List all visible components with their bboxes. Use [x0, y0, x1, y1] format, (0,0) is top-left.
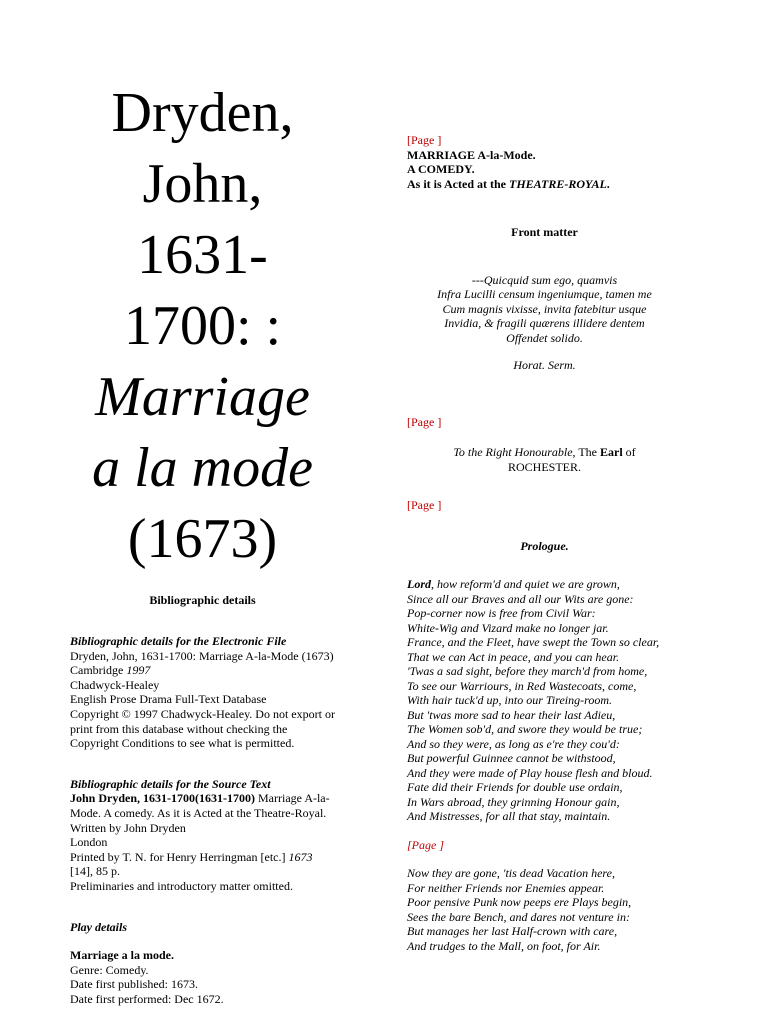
play-performed: Date first performed: Dec 1672.: [70, 991, 224, 1006]
electronic-publisher: Chadwyck-Healey: [70, 677, 160, 692]
front-matter-heading: Front matter: [511, 225, 578, 239]
source-note: Preliminaries and introductory matter omitted.: [70, 878, 293, 893]
verse-line: Since all our Braves and all our Wits are gone:: [407, 591, 634, 606]
prologue-verse-continued: [407, 866, 682, 953]
electronic-place: Cambridge 1997: [70, 663, 151, 678]
verse-line: Pop-corner now is free from Civil War:: [407, 606, 596, 620]
title-line: John,: [142, 153, 263, 215]
verse-line: But powerful Guinnee cannot be withstood,: [407, 751, 616, 765]
verse-line: White-Wig and Vizard make no longer jar.: [407, 620, 609, 635]
page-marker[interactable]: [Page ]: [407, 498, 442, 512]
verse-line: That we can Act in peace, and you can hear.: [407, 649, 620, 664]
section-heading: Play details: [70, 919, 127, 934]
right-column: [407, 133, 682, 953]
bibliographic-details-label: Bibliographic details: [149, 593, 256, 607]
play-published: Date first published: 1673.: [70, 977, 198, 992]
verse-line: Sees the bare Bench, and dares not venture in:: [407, 909, 630, 924]
latin-epigraph: [407, 273, 682, 346]
verse-line: To see our Warriours, in Red Wastecoats, come,: [407, 678, 637, 693]
page-marker[interactable]: [Page ]: [407, 133, 442, 147]
page-marker[interactable]: [Page ]: [407, 837, 444, 852]
source-place: London: [70, 835, 108, 850]
epigraph-attribution: Horat. Serm.: [513, 358, 576, 372]
title-line: Marriage: [95, 366, 310, 428]
electronic-title: Dryden, John, 1631-1700: Marriage A-la-Mode (1673): [70, 648, 334, 663]
verse-line: But 'twas more sad to hear their last Adieu,: [407, 707, 616, 722]
verse-line: With hair tuck'd up, into our Tireing-room.: [407, 693, 613, 707]
electronic-file-section: [70, 634, 335, 751]
title-line: Dryden,: [111, 82, 294, 144]
verse-line: Fate did their Friends for double use ordain,: [407, 780, 623, 794]
play-genre: Genre: Comedy.: [70, 962, 149, 977]
title-line: 1700: :: [123, 295, 282, 357]
verse-line: But manages her last Half-crown with care,: [407, 924, 618, 938]
epigraph-line: ---Quicquid sum ego, quamvis: [471, 272, 618, 287]
verse-line: Now they are gone, 'tis dead Vacation here,: [407, 866, 615, 880]
title-line: (1673): [127, 508, 278, 570]
source-text-section: [70, 777, 335, 894]
verse-line: The Women sob'd, and swore they would be true;: [407, 722, 643, 736]
play-heading-3: As it is Acted at the THEATRE-ROYAL.: [407, 176, 610, 191]
dedication: To the Right Honourable, The Earl of ROCHESTER.: [453, 445, 636, 474]
verse-line: And trudges to the Mall, on foot, for Air.: [407, 938, 601, 953]
play-details-section: [70, 920, 335, 1007]
epigraph-line: Cum magnis vixisse, invita fatebitur usque: [442, 301, 647, 316]
section-heading: Bibliographic details for the Electronic File: [70, 634, 287, 648]
verse-line: And so they were, as long as e're they cou'd:: [407, 736, 620, 751]
verse-line: For neither Friends nor Enemies appear.: [407, 880, 605, 895]
verse-line: And Mistresses, for all that stay, maintain.: [407, 809, 611, 823]
prologue-heading: Prologue.: [520, 538, 569, 553]
play-heading-2: A COMEDY.: [407, 162, 475, 176]
play-heading-1: MARRIAGE A-la-Mode.: [407, 147, 536, 162]
title-line: 1631-: [137, 224, 268, 286]
source-printed: Printed by T. N. for Henry Herringman [etc.] 1673: [70, 849, 313, 864]
epigraph-line: Offendet solido.: [506, 330, 583, 345]
left-column: [70, 78, 335, 1006]
epigraph-line: Invidia, & fragili quærens illidere dentem: [444, 316, 645, 330]
verse-line: Poor pensive Punk now peeps ere Plays begin,: [407, 895, 632, 909]
title-line: a la mode: [92, 437, 313, 499]
section-heading: Bibliographic details for the Source Text: [70, 776, 271, 791]
prologue-verse: [407, 577, 682, 824]
verse-line: And they were made of Play house flesh and bloud.: [407, 765, 653, 780]
play-title: Marriage a la mode.: [70, 948, 174, 963]
electronic-copyright: Copyright © 1997 Chadwyck-Healey. Do not export or print from this database without checking the Copyright Conditions to see what is permitted.: [70, 706, 335, 751]
page-marker[interactable]: [Page ]: [407, 414, 442, 429]
verse-line: France, and the Fleet, have swept the Town so clear,: [407, 635, 660, 649]
verse-line: Lord, how reform'd and quiet we are grown,: [407, 577, 620, 591]
document-title: [70, 78, 335, 575]
epigraph-line: Infra Lucilli censum ingeniumque, tamen me: [437, 287, 652, 301]
verse-line: In Wars abroad, they grinning Honour gain,: [407, 794, 620, 809]
source-pages: [14], 85 p.: [70, 864, 120, 879]
electronic-database: English Prose Drama Full-Text Database: [70, 692, 267, 707]
verse-line: 'Twas a sad sight, before they march'd from home,: [407, 664, 648, 678]
source-description: John Dryden, 1631-1700(1631-1700) Marriage A-la-Mode. A comedy. As it is Acted at the Theatre-Royal. Written by John Dryden: [70, 791, 330, 835]
